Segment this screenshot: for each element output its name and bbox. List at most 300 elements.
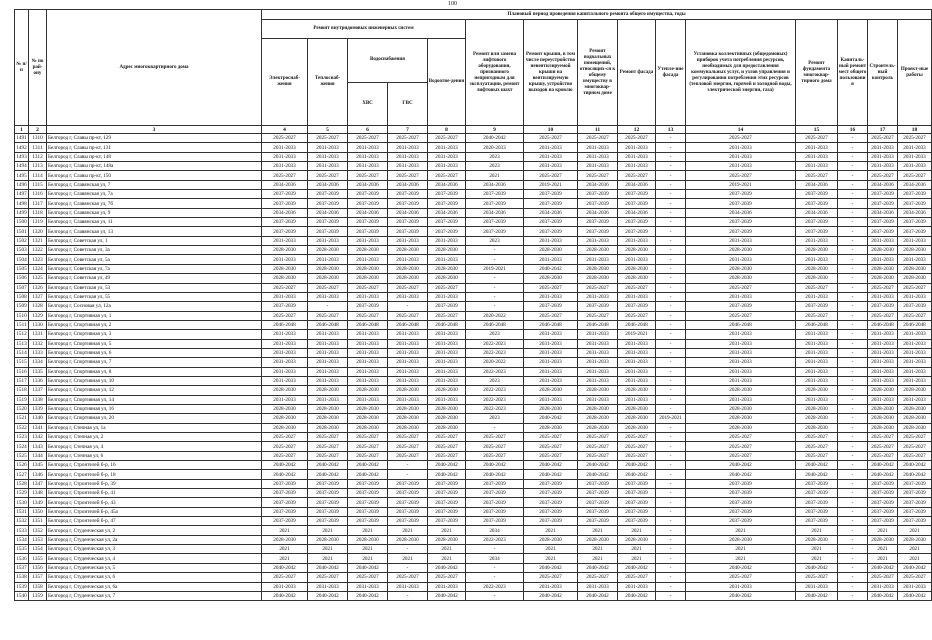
table-cell: 2028-2030 — [898, 386, 932, 395]
table-cell: 2037-2039 — [308, 199, 348, 208]
table-cell: 2040-2042 — [308, 461, 348, 470]
table-cell: 2040-2042 — [868, 563, 898, 572]
table-cell: 1504 — [16, 256, 27, 263]
table-cell: 2031-2033 — [348, 348, 388, 357]
table-cell: - — [388, 591, 428, 600]
table-cell: 1496 — [16, 181, 27, 188]
table-cell: 2040-2042 — [348, 470, 388, 479]
table-cell: 2028-2030 — [524, 386, 578, 395]
table-cell: 2021 — [898, 545, 932, 554]
table-cell: 2028-2030 — [686, 404, 796, 413]
column-numbers-row — [15, 126, 932, 134]
table-cell: 2028-2030 — [428, 246, 466, 255]
table-cell: 2025-2027 — [388, 433, 428, 442]
table-cell: 2040-2042 — [868, 461, 898, 470]
address-cell: Белгород г, Спортивная ул, 8 — [47, 367, 262, 376]
table-cell: 2037-2039 — [868, 199, 898, 208]
table-row — [15, 582, 932, 591]
table-cell: 2040-2042 — [524, 470, 578, 479]
table-cell: 2025-2027 — [262, 442, 308, 451]
table-cell: - — [656, 545, 686, 554]
table-cell: 2031-2033 — [578, 582, 618, 591]
table-cell: 2031-2033 — [524, 330, 578, 339]
table-cell: 1318 — [29, 208, 47, 217]
page-number: 100 — [448, 1, 457, 7]
table-cell: 2037-2039 — [578, 199, 618, 208]
table-cell: 2037-2039 — [524, 302, 578, 311]
table-cell: 2025-2027 — [262, 311, 308, 320]
table-cell: 2025-2027 — [348, 442, 388, 451]
table-cell: 1314 — [29, 171, 47, 180]
table-cell: 2046-2048 — [466, 320, 524, 329]
table-cell: 1529 — [16, 490, 27, 497]
table-cell: 2021 — [578, 554, 618, 563]
table-cell: 2040-2042 — [578, 563, 618, 572]
table-cell: - — [656, 246, 686, 255]
table-row — [15, 591, 932, 600]
table-cell: 2021 — [618, 545, 656, 554]
table-cell: 2028-2030 — [388, 264, 428, 273]
table-cell: - — [838, 227, 868, 236]
table-cell: 2031-2033 — [524, 143, 578, 152]
table-cell: 2031-2033 — [898, 348, 932, 357]
table-cell: 2040-2042 — [898, 591, 932, 600]
table-cell: 2028-2030 — [898, 246, 932, 255]
table-cell: 2037-2039 — [686, 517, 796, 526]
table-cell: 2037-2039 — [348, 489, 388, 498]
table-cell: 2037-2039 — [898, 302, 932, 311]
table-cell: 2040-2042 — [578, 591, 618, 600]
table-cell: 2023 — [466, 330, 524, 339]
table-row — [15, 479, 932, 488]
table-cell: 1515 — [16, 359, 27, 366]
address-cell: Белгород г, Студенческая ул, 2а — [47, 535, 262, 544]
table-cell: 2031-2033 — [618, 255, 656, 264]
table-cell: 2025-2027 — [388, 311, 428, 320]
table-cell: 2025-2027 — [388, 442, 428, 451]
table-cell: 2031-2033 — [524, 236, 578, 245]
table-cell: - — [838, 264, 868, 273]
table-cell: 2028-2030 — [868, 414, 898, 423]
table-cell: 2028-2030 — [348, 423, 388, 432]
table-cell: 2021 — [868, 545, 898, 554]
table-cell: 2031-2033 — [524, 358, 578, 367]
table-cell: 2040-2042 — [348, 461, 388, 470]
table-cell: 2037-2039 — [686, 199, 796, 208]
table-cell: 2037-2039 — [348, 507, 388, 516]
table-cell: 2031-2033 — [868, 162, 898, 171]
table-cell: 2025-2027 — [898, 433, 932, 442]
table-cell: - — [838, 545, 868, 554]
table-cell: 2031-2033 — [868, 152, 898, 161]
table-cell: 2040-2042 — [618, 470, 656, 479]
table-cell: 2021 — [898, 526, 932, 535]
table-cell: 2040-2042 — [348, 563, 388, 572]
table-cell: 1335 — [29, 367, 47, 376]
table-cell: 2040-2042 — [428, 470, 466, 479]
table-cell: 2028-2030 — [686, 423, 796, 432]
table-cell: 2037-2039 — [262, 199, 308, 208]
table-cell: 2031-2033 — [428, 395, 466, 404]
table-cell: 1497 — [16, 191, 27, 198]
table-cell: - — [388, 563, 428, 572]
table-cell: 2046-2048 — [796, 320, 838, 329]
table-cell: 2031-2033 — [868, 292, 898, 301]
table-cell: 2031-2033 — [796, 162, 838, 171]
table-cell: 2031-2033 — [262, 292, 308, 301]
table-cell: - — [656, 274, 686, 283]
table-cell: 2031-2033 — [796, 292, 838, 301]
table-cell: 2034-2036 — [308, 180, 348, 189]
table-cell: 2031-2033 — [388, 162, 428, 171]
table-cell: 2037-2039 — [796, 479, 838, 488]
table-cell: 2025-2027 — [388, 171, 428, 180]
table-cell: 1538 — [16, 574, 27, 581]
table-cell: 2037-2039 — [308, 190, 348, 199]
table-row — [15, 386, 932, 395]
table-cell: 2031-2033 — [618, 339, 656, 348]
table-cell: 2028-2030 — [308, 404, 348, 413]
table-cell: 2031-2033 — [524, 292, 578, 301]
table-cell: 2037-2039 — [348, 227, 388, 236]
table-cell: 1322 — [29, 246, 47, 255]
table-cell: 2021 — [686, 526, 796, 535]
table-cell: - — [466, 545, 524, 554]
table-cell: 2037-2039 — [524, 479, 578, 488]
table-cell: 2028-2030 — [428, 386, 466, 395]
table-cell: 2025-2027 — [868, 442, 898, 451]
address-cell: Белгород г, Студенческая ул, 3 — [47, 545, 262, 554]
table-cell: 2031-2033 — [578, 152, 618, 161]
table-cell: 2037-2039 — [466, 479, 524, 488]
table-cell: 2031-2033 — [428, 292, 466, 301]
table-cell: 1317 — [29, 199, 47, 208]
table-cell: 2034-2036 — [348, 208, 388, 217]
table-cell: 2037-2039 — [686, 302, 796, 311]
table-cell: 2037-2039 — [524, 517, 578, 526]
table-cell: 2031-2033 — [618, 236, 656, 245]
table-cell: 2037-2039 — [796, 507, 838, 516]
column-number: 17 — [868, 126, 898, 134]
table-cell: 2025-2027 — [524, 433, 578, 442]
table-cell: 2025-2027 — [308, 451, 348, 460]
table-cell: 2023 — [466, 162, 524, 171]
table-cell: 2031-2033 — [618, 143, 656, 152]
table-cell: 2028-2030 — [898, 423, 932, 432]
address-cell: Белгород г, Степная ул, 1а — [47, 423, 262, 432]
table-cell: 2031-2033 — [868, 236, 898, 245]
table-row — [15, 367, 932, 376]
table-cell: - — [838, 302, 868, 311]
table-cell: 2046-2048 — [308, 320, 348, 329]
table-cell: 1534 — [16, 536, 27, 543]
table-cell: 2031-2033 — [308, 358, 348, 367]
table-row — [15, 376, 932, 385]
table-cell: 2025-2027 — [348, 171, 388, 180]
table-cell: 2031-2033 — [388, 339, 428, 348]
table-cell: 2037-2039 — [618, 498, 656, 507]
table-cell: 2037-2039 — [466, 517, 524, 526]
table-cell: 1350 — [29, 507, 47, 516]
table-cell: 2025-2027 — [308, 171, 348, 180]
table-cell: - — [656, 143, 686, 152]
table-cell: 2028-2030 — [308, 264, 348, 273]
table-cell: 1315 — [29, 180, 47, 189]
table-cell: 1527 — [16, 471, 27, 478]
table-cell: 2028-2030 — [388, 535, 428, 544]
table-cell: 2031-2033 — [388, 143, 428, 152]
table-cell: 2019-2021 — [656, 414, 686, 423]
table-cell: 2028-2030 — [796, 414, 838, 423]
table-cell: 2037-2039 — [428, 302, 466, 311]
table-cell: 2025-2027 — [868, 451, 898, 460]
table-cell: 2025-2027 — [348, 283, 388, 292]
table-row — [15, 162, 932, 171]
table-cell: 1328 — [29, 302, 47, 311]
table-cell: 2037-2039 — [308, 507, 348, 516]
table-cell: - — [388, 302, 428, 311]
table-cell: - — [656, 498, 686, 507]
table-cell: 2037-2039 — [618, 517, 656, 526]
table-cell: 2025-2027 — [388, 283, 428, 292]
table-cell: 2028-2030 — [308, 274, 348, 283]
table-cell: 1500 — [16, 219, 27, 226]
table-cell: 2040-2042 — [618, 461, 656, 470]
table-cell: 2037-2039 — [618, 507, 656, 516]
table-cell: 2028-2030 — [898, 535, 932, 544]
table-cell: 2037-2039 — [618, 302, 656, 311]
table-cell: 2037-2039 — [428, 517, 466, 526]
header-water-supply: Водоснабжения — [348, 39, 428, 83]
table-cell: - — [656, 180, 686, 189]
table-row — [15, 143, 932, 152]
table-cell: 2028-2030 — [428, 264, 466, 273]
table-cell: 2037-2039 — [262, 218, 308, 227]
table-cell: - — [656, 404, 686, 413]
table-cell: 2021 — [578, 526, 618, 535]
table-cell: 2028-2030 — [308, 535, 348, 544]
table-cell: 2031-2033 — [868, 367, 898, 376]
table-cell: 2025-2027 — [618, 283, 656, 292]
table-cell: 1526 — [16, 462, 27, 469]
table-cell: 2037-2039 — [618, 489, 656, 498]
column-number: 9 — [466, 126, 524, 134]
table-cell: 1326 — [29, 283, 47, 292]
table-cell: 2028-2030 — [868, 423, 898, 432]
table-cell: - — [838, 517, 868, 526]
table-cell: - — [466, 573, 524, 582]
table-cell: 2037-2039 — [388, 227, 428, 236]
table-cell: 2025-2027 — [578, 171, 618, 180]
table-cell: 2028-2030 — [618, 535, 656, 544]
table-cell: - — [656, 517, 686, 526]
table-cell: 2037-2039 — [898, 479, 932, 488]
address-cell: Белгород г, Студенческая ул, 5 — [47, 563, 262, 572]
table-cell: 2031-2033 — [308, 367, 348, 376]
table-cell: 2037-2039 — [796, 190, 838, 199]
table-cell: - — [656, 134, 686, 143]
table-cell: 2028-2030 — [618, 274, 656, 283]
table-cell: 2031-2033 — [618, 582, 656, 591]
table-cell: 2037-2039 — [578, 507, 618, 516]
table-cell: 2037-2039 — [898, 517, 932, 526]
table-cell: 1358 — [29, 582, 47, 591]
table-cell: - — [656, 348, 686, 357]
table-row — [15, 199, 932, 208]
address-cell: Белгород г, Славянская ул, 11 — [47, 218, 262, 227]
table-cell: 2037-2039 — [524, 218, 578, 227]
table-cell: 2037-2039 — [466, 498, 524, 507]
table-row — [15, 134, 932, 143]
table-cell: - — [656, 199, 686, 208]
table-cell: 1491 — [16, 135, 27, 142]
table-cell: 2031-2033 — [388, 376, 428, 385]
table-cell: - — [466, 255, 524, 264]
table-cell: 2025-2027 — [308, 134, 348, 143]
table-cell: 2037-2039 — [348, 190, 388, 199]
table-cell: 2028-2030 — [348, 274, 388, 283]
table-cell: 2037-2039 — [578, 517, 618, 526]
table-cell: - — [656, 563, 686, 572]
table-cell: 2025-2027 — [348, 451, 388, 460]
table-cell: 2028-2030 — [388, 274, 428, 283]
table-cell: 2037-2039 — [868, 489, 898, 498]
table-cell: 2031-2033 — [578, 367, 618, 376]
table-cell: 2028-2030 — [686, 386, 796, 395]
table-cell: 2031-2033 — [308, 582, 348, 591]
header-num: № п/п — [15, 10, 29, 126]
table-cell: 2040-2042 — [524, 414, 578, 423]
table-cell: 2037-2039 — [796, 498, 838, 507]
table-cell: 2031-2033 — [308, 330, 348, 339]
table-cell: 2025-2027 — [428, 171, 466, 180]
table-cell: 1327 — [29, 292, 47, 301]
table-cell: 2037-2039 — [898, 199, 932, 208]
table-cell: 2028-2030 — [308, 386, 348, 395]
table-cell: 2025-2027 — [578, 442, 618, 451]
table-cell: 2025-2027 — [686, 433, 796, 442]
table-cell: 2028-2030 — [796, 386, 838, 395]
table-cell: - — [838, 470, 868, 479]
address-cell: Белгород г, Спортивная ул, 20 — [47, 414, 262, 423]
table-cell: 1506 — [16, 275, 27, 282]
address-cell: Белгород г, Строителей б-р, 16 — [47, 461, 262, 470]
table-cell: 2031-2033 — [686, 292, 796, 301]
table-row — [15, 339, 932, 348]
header-capital: Капиталь-ный ремонт мест общего пользовани я — [838, 20, 868, 126]
table-cell: 2034-2036 — [618, 208, 656, 217]
table-cell: - — [388, 470, 428, 479]
table-cell: 2028-2030 — [428, 535, 466, 544]
table-row — [15, 283, 932, 292]
table-cell: 2025-2027 — [348, 311, 388, 320]
table-cell: 2031-2033 — [686, 367, 796, 376]
table-cell: 1354 — [29, 545, 47, 554]
table-cell: 2028-2030 — [428, 274, 466, 283]
table-cell: 2037-2039 — [308, 489, 348, 498]
table-cell: - — [838, 442, 868, 451]
table-row — [15, 320, 932, 329]
address-cell: Белгород г, Строителей б-р, 43 — [47, 498, 262, 507]
table-cell: - — [656, 171, 686, 180]
table-cell: 2028-2030 — [898, 404, 932, 413]
table-cell: - — [656, 386, 686, 395]
table-cell: - — [656, 479, 686, 488]
table-cell: 2040-2042 — [796, 591, 838, 600]
table-cell: 2021 — [898, 554, 932, 563]
table-cell: 2031-2033 — [388, 236, 428, 245]
table-cell: 2037-2039 — [578, 218, 618, 227]
table-cell: 2031-2033 — [524, 162, 578, 171]
table-cell: 1517 — [16, 378, 27, 385]
table-cell: 2040-2042 — [578, 470, 618, 479]
table-cell: 2031-2033 — [262, 236, 308, 245]
table-cell: 2037-2039 — [388, 507, 428, 516]
table-cell: 2028-2030 — [796, 404, 838, 413]
table-cell: 2031-2033 — [796, 367, 838, 376]
table-cell: - — [656, 367, 686, 376]
table-cell: 2037-2039 — [618, 479, 656, 488]
table-cell: 2028-2030 — [262, 404, 308, 413]
table-cell: 2025-2027 — [262, 433, 308, 442]
table-cell: - — [838, 143, 868, 152]
table-cell: 1353 — [29, 535, 47, 544]
table-cell: 1320 — [29, 227, 47, 236]
table-cell: 1348 — [29, 489, 47, 498]
table-cell: - — [838, 236, 868, 245]
table-cell: 2037-2039 — [428, 479, 466, 488]
table-cell: 1352 — [29, 526, 47, 535]
table-cell: 2028-2030 — [578, 535, 618, 544]
table-cell: 2028-2030 — [428, 414, 466, 423]
table-cell: 2028-2030 — [524, 246, 578, 255]
table-cell: 1313 — [29, 162, 47, 171]
table-cell: 2037-2039 — [524, 507, 578, 516]
table-cell: 1505 — [16, 265, 27, 272]
address-cell: Белгород г, Степная ул, 6 — [47, 451, 262, 460]
header-planned-period: Плановый период проведения капитального ремонта общего имущества, годы — [262, 10, 932, 20]
column-number: 2 — [29, 126, 47, 134]
table-cell: - — [838, 535, 868, 544]
table-cell: 2040-2042 — [686, 461, 796, 470]
table-cell: 2040-2042 — [308, 591, 348, 600]
table-cell: 2037-2039 — [308, 227, 348, 236]
table-cell: 2025-2027 — [428, 134, 466, 143]
table-cell: 1535 — [16, 546, 27, 553]
table-cell: 2037-2039 — [686, 489, 796, 498]
address-cell: Белгород г, Строителей б-р, 18 — [47, 470, 262, 479]
table-cell: 2028-2030 — [868, 246, 898, 255]
table-cell: - — [656, 461, 686, 470]
table-cell: 2037-2039 — [428, 199, 466, 208]
header-drainage: Водоотве-дения — [428, 39, 466, 126]
table-cell: 2031-2033 — [348, 236, 388, 245]
table-cell: 1349 — [29, 498, 47, 507]
table-cell: 2037-2039 — [578, 227, 618, 236]
table-cell: 2025-2027 — [428, 573, 466, 582]
header-address: Адрес многоквартирного дома — [47, 10, 262, 126]
table-cell: 2037-2039 — [618, 218, 656, 227]
table-cell: 2034-2036 — [578, 180, 618, 189]
table-cell: - — [656, 190, 686, 199]
table-cell: 2025-2027 — [262, 283, 308, 292]
table-cell: - — [838, 190, 868, 199]
table-cell: 2025-2027 — [428, 451, 466, 460]
table-cell: 2025-2027 — [868, 283, 898, 292]
table-cell: - — [838, 573, 868, 582]
address-cell: Белгород г, Студенческая ул, 2 — [47, 526, 262, 535]
table-cell: - — [838, 330, 868, 339]
